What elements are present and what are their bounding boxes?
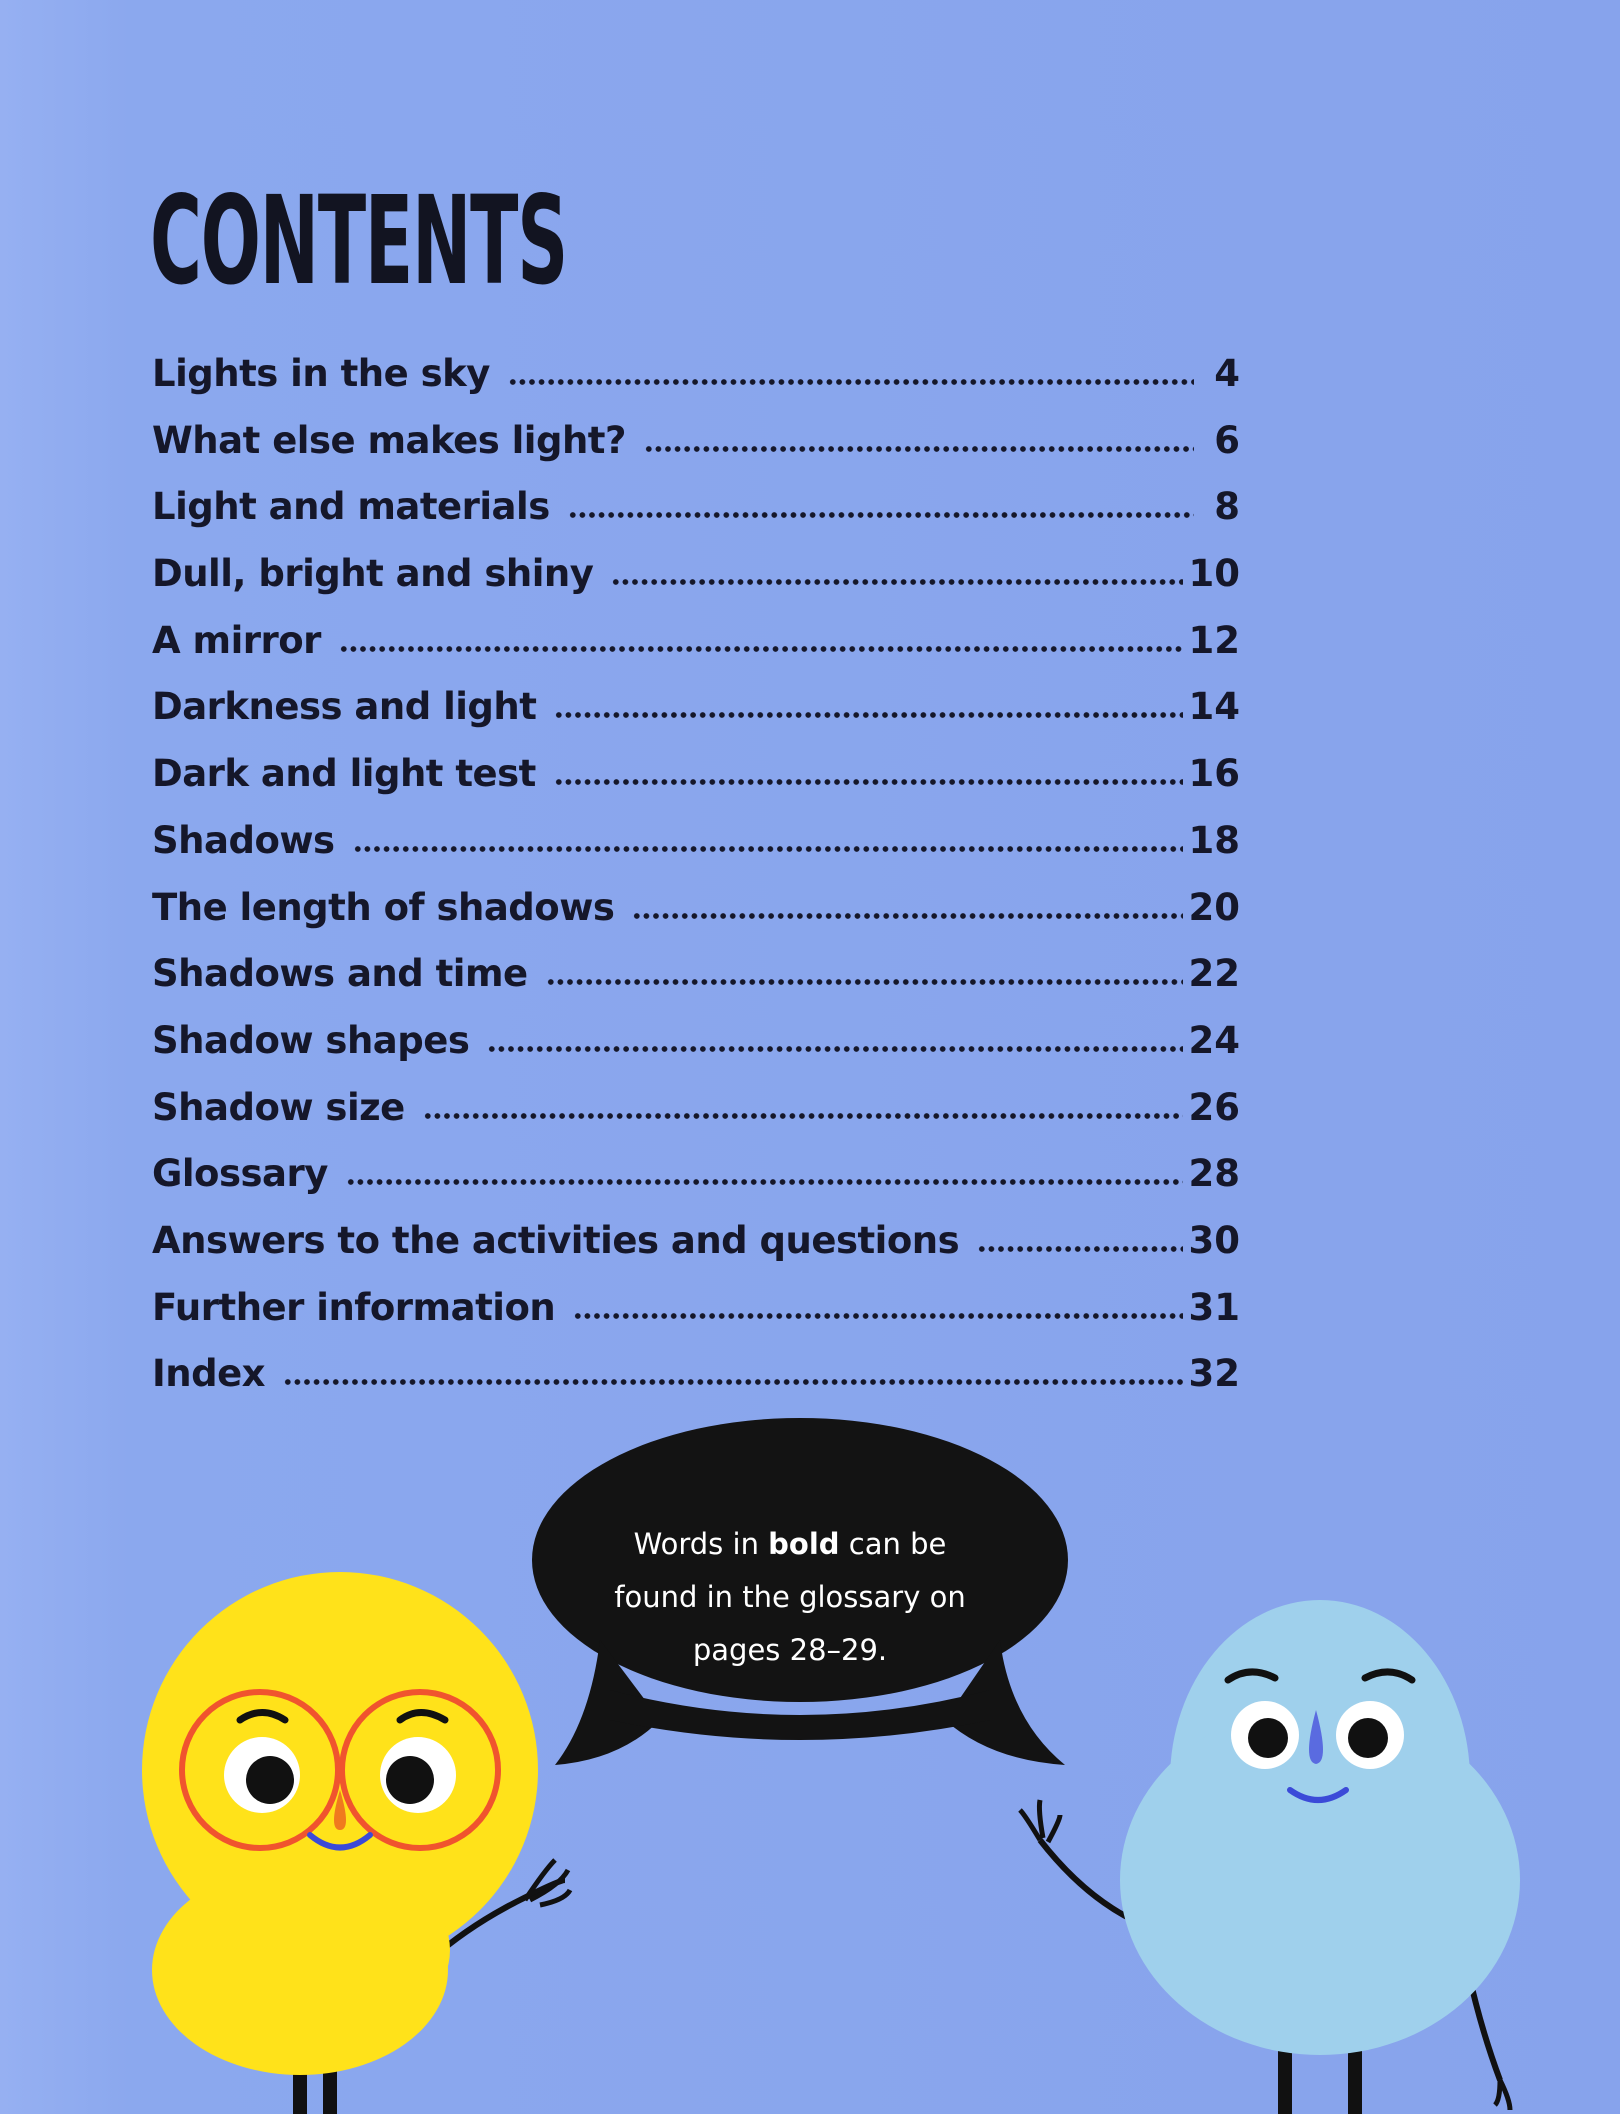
toc-entry-label: Dark and light test bbox=[152, 752, 536, 796]
bubble-text bbox=[600, 1518, 980, 1677]
toc-entry-label: Dull, bright and shiny bbox=[152, 552, 594, 596]
toc-entry-label: What else makes light? bbox=[152, 418, 626, 462]
toc-entry-label: A mirror bbox=[152, 618, 321, 662]
toc-entry-page-number: 4 bbox=[1214, 352, 1240, 395]
toc-entry-page-number: 10 bbox=[1188, 552, 1240, 596]
toc-entry-page-number: 16 bbox=[1188, 752, 1240, 796]
toc-entry-page-number: 6 bbox=[1214, 418, 1240, 462]
toc-entry-page-number: 12 bbox=[1188, 618, 1240, 662]
toc-entry-label: Lights in the sky bbox=[152, 352, 490, 395]
blue-character bbox=[1020, 1600, 1520, 2114]
toc-entry-label: Light and materials bbox=[152, 485, 550, 529]
toc-entry-page-number: 28 bbox=[1188, 1152, 1240, 1196]
toc-entry-page-number: 14 bbox=[1188, 685, 1240, 729]
toc-entry-page-number: 30 bbox=[1188, 1218, 1240, 1262]
toc-entry-label: Index bbox=[152, 1352, 266, 1396]
toc-entry-page-number: 31 bbox=[1188, 1285, 1240, 1329]
toc-entry-label: Glossary bbox=[152, 1152, 328, 1196]
toc-entry-label: Shadow shapes bbox=[152, 1018, 470, 1062]
toc-entry-label: Shadows and time bbox=[152, 952, 528, 996]
yellow-character bbox=[142, 1572, 570, 2114]
page-title: CONTENTS bbox=[150, 170, 568, 312]
toc-entry-label: Shadows bbox=[152, 818, 335, 862]
toc-entry-label: Further information bbox=[152, 1285, 556, 1329]
toc-entry-page-number: 22 bbox=[1188, 952, 1240, 996]
toc-entry-label: Answers to the activities and questions bbox=[152, 1218, 960, 1262]
bubble-text-post: can be found in the glossary on pages 28–29. bbox=[614, 1527, 966, 1667]
toc-entry-page-number: 32 bbox=[1188, 1352, 1240, 1396]
toc-entry-page-number: 8 bbox=[1214, 485, 1240, 529]
toc-entry-page-number: 20 bbox=[1188, 885, 1240, 929]
toc-entry-page-number: 18 bbox=[1188, 818, 1240, 862]
toc-entry-page-number: 26 bbox=[1188, 1085, 1240, 1129]
toc-entry-label: The length of shadows bbox=[152, 885, 615, 929]
toc-entry-page-number: 24 bbox=[1188, 1018, 1240, 1062]
toc-entry-label: Shadow size bbox=[152, 1085, 405, 1129]
bubble-text-bold: bold bbox=[768, 1527, 840, 1561]
toc-entry-label: Darkness and light bbox=[152, 685, 537, 729]
bubble-text-pre: Words in bbox=[633, 1527, 769, 1561]
